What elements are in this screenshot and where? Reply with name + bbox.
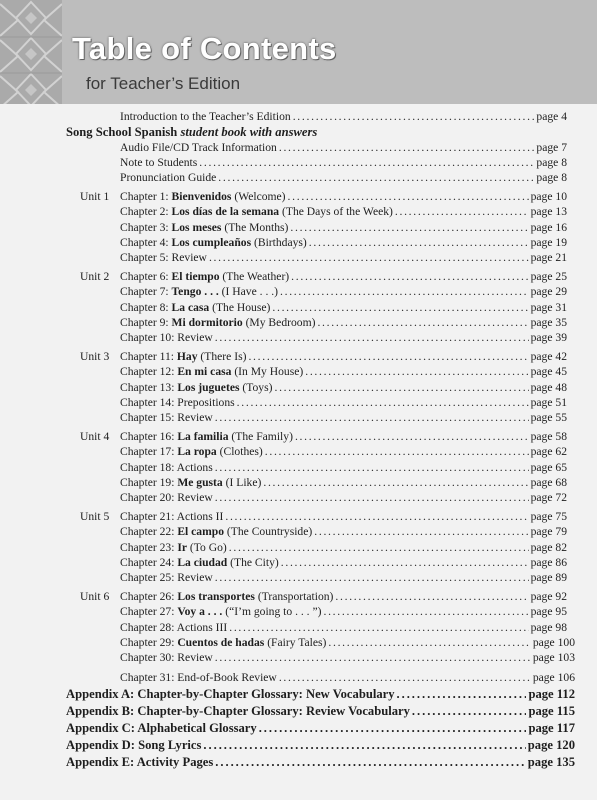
toc-entry-label <box>120 525 312 539</box>
page-number: page 68 <box>530 476 567 489</box>
page-number: page 62 <box>530 445 567 458</box>
entry-translation: (The Weather) <box>219 270 290 283</box>
dot-leader <box>225 510 528 524</box>
entry-text: Appendix E: Activity Pages <box>66 755 214 769</box>
page-number: page 4 <box>536 110 567 123</box>
toc-entry <box>120 205 567 219</box>
entry-text: Chapter 19: <box>120 476 178 489</box>
toc-entry <box>120 221 567 235</box>
entry-spanish-title: Voy a . . . <box>177 605 223 618</box>
entry-spanish-title: Los días de la semana <box>171 205 280 218</box>
entry-text: Chapter 8: <box>120 301 172 314</box>
dot-leader <box>279 671 531 685</box>
toc-entry-label <box>120 365 303 379</box>
entry-text: Chapter 29: <box>120 636 178 649</box>
page-number: page 106 <box>532 671 575 684</box>
entry-spanish-title: El tiempo <box>171 270 220 283</box>
toc-entry-label <box>120 590 333 604</box>
page-number: page 72 <box>530 491 567 504</box>
entry-text: Chapter 11: <box>120 350 177 363</box>
toc-entry <box>120 396 567 410</box>
page-number: page 42 <box>530 350 567 363</box>
entry-text: Chapter 4: <box>120 236 172 249</box>
entry-translation: (There Is) <box>197 350 247 363</box>
entry-translation: (Toys) <box>239 381 273 394</box>
dot-leader <box>229 621 528 635</box>
toc-entry <box>120 571 567 585</box>
entry-text: Chapter 27: <box>120 605 178 618</box>
entry-spanish-title: En mi casa <box>177 365 232 378</box>
toc-entry-label <box>120 636 326 650</box>
dot-leader <box>290 221 528 235</box>
entry-translation: (Fairy Tales) <box>264 636 327 649</box>
entry-text: Chapter 13: <box>120 381 178 394</box>
entry-spanish-title: El campo <box>177 525 225 538</box>
entry-spanish-title: Los cumpleaños <box>171 236 252 249</box>
page-number: page 45 <box>530 365 567 378</box>
toc-entry-label <box>120 491 213 505</box>
toc-entry <box>120 525 567 539</box>
entry-translation: (In My House) <box>231 365 304 378</box>
toc-entry-label <box>120 396 235 410</box>
page-number: page 31 <box>530 301 567 314</box>
entry-text: Chapter 3: <box>120 221 172 234</box>
toc-entry-label <box>120 510 223 524</box>
unit-label: Unit 3 <box>80 350 110 363</box>
entry-translation: (The Days of the Week) <box>279 205 393 218</box>
toc-entry-label <box>120 671 277 685</box>
entry-spanish-title: Los meses <box>171 221 222 234</box>
toc-entry-label <box>66 687 395 701</box>
entry-text: Chapter 6: <box>120 270 172 283</box>
dot-leader <box>323 605 528 619</box>
entry-text: Chapter 15: Review <box>120 411 213 424</box>
toc-entry-label <box>120 205 393 219</box>
toc-entry <box>66 704 575 718</box>
entry-spanish-title: Tengo . . . <box>171 285 219 298</box>
dot-leader <box>295 430 529 444</box>
toc-entry <box>120 350 567 364</box>
page-number: page 120 <box>527 738 575 752</box>
entry-translation: (The Family) <box>228 430 293 443</box>
toc-entry <box>120 285 567 299</box>
page-number: page 112 <box>528 687 575 701</box>
page-number: page 25 <box>530 270 567 283</box>
toc-entry-label <box>120 541 227 555</box>
entry-text: Audio File/CD Track Information <box>120 141 277 154</box>
toc-entry-label <box>120 556 279 570</box>
entry-text: Chapter 9: <box>120 316 172 329</box>
page-number: page 92 <box>530 590 567 603</box>
toc-entry <box>120 651 575 665</box>
page-number: page 65 <box>530 461 567 474</box>
entry-translation: (The Months) <box>221 221 289 234</box>
toc-entry-label <box>120 270 289 284</box>
entry-spanish-title: Hay <box>176 350 198 363</box>
toc-entry <box>120 556 567 570</box>
dot-leader <box>274 381 528 395</box>
page-number: page 39 <box>530 331 567 344</box>
entry-translation: (Transportation) <box>254 590 334 603</box>
toc-entry-label <box>120 110 291 124</box>
entry-text: Chapter 17: <box>120 445 178 458</box>
entry-text: Chapter 12: <box>120 365 178 378</box>
toc-entry-label <box>120 285 278 299</box>
entry-text: Chapter 2: <box>120 205 172 218</box>
page-number: page 29 <box>530 285 567 298</box>
unit-label: Unit 2 <box>80 270 110 283</box>
toc-entry-label <box>120 156 197 170</box>
toc-entry <box>120 510 567 524</box>
dot-leader <box>314 525 528 539</box>
entry-spanish-title: Mi dormitorio <box>171 316 243 329</box>
entry-text: Appendix C: Alphabetical Glossary <box>66 721 257 735</box>
entry-text: Chapter 30: Review <box>120 651 213 664</box>
entry-text: Chapter 25: Review <box>120 571 213 584</box>
page-number: page 89 <box>530 571 567 584</box>
entry-spanish-title: La ropa <box>177 445 217 458</box>
toc-entry-label <box>66 738 201 752</box>
entry-text: Chapter 26: <box>120 590 178 603</box>
toc-entry <box>120 331 567 345</box>
entry-text: Chapter 21: Actions II <box>120 510 224 523</box>
dot-leader <box>215 461 529 475</box>
dot-leader <box>397 687 527 701</box>
dot-leader <box>215 651 531 665</box>
toc-entry-label <box>120 461 213 475</box>
page-number: page 19 <box>530 236 567 249</box>
entry-spanish-title: Me gusta <box>177 476 223 489</box>
page-number: page 79 <box>530 525 567 538</box>
toc-entry-label <box>120 621 227 635</box>
toc-entry <box>120 365 567 379</box>
page-subtitle: for Teacher’s Edition <box>86 74 241 93</box>
toc-entry <box>66 125 567 139</box>
toc-entry <box>120 430 567 444</box>
page-number: page 8 <box>536 171 567 184</box>
entry-text: Appendix B: Chapter-by-Chapter Glossary: Review Vocabulary <box>66 704 410 718</box>
toc-entry <box>120 301 567 315</box>
entry-text: Chapter 7: <box>120 285 172 298</box>
toc-entry <box>120 491 567 505</box>
dot-leader <box>215 411 529 425</box>
entry-translation: (I Like) <box>222 476 262 489</box>
entry-text: Song School Spanish <box>66 125 181 139</box>
toc-entry-label <box>120 411 213 425</box>
toc-entry-label <box>120 301 270 315</box>
page-number: page 82 <box>530 541 567 554</box>
page-number: page 98 <box>530 621 567 634</box>
dot-leader <box>215 571 529 585</box>
dot-leader <box>215 755 525 769</box>
entry-text: Chapter 10: Review <box>120 331 213 344</box>
entry-text: Chapter 20: Review <box>120 491 213 504</box>
entry-translation: (“I’m going to . . . ”) <box>222 605 322 618</box>
toc-entry <box>120 590 567 604</box>
entry-text: Chapter 24: <box>120 556 178 569</box>
entry-translation: (Birthdays) <box>251 236 307 249</box>
dot-leader <box>209 251 529 265</box>
toc-entry-label <box>120 171 216 185</box>
toc-entry-label <box>120 381 272 395</box>
page-number: page 51 <box>530 396 567 409</box>
toc-entry <box>120 171 567 185</box>
entry-text: Chapter 14: Prepositions <box>120 396 235 409</box>
entry-text: Pronunciation Guide <box>120 171 217 184</box>
dot-leader <box>259 721 527 735</box>
toc-entry-label <box>66 125 317 139</box>
entry-text: Chapter 5: Review <box>120 251 207 264</box>
entry-text: Note to Students <box>120 156 198 169</box>
dot-leader <box>265 445 529 459</box>
page-number: page 8 <box>536 156 567 169</box>
entry-spanish-title: Ir <box>177 541 187 554</box>
entry-spanish-title: La casa <box>171 301 210 314</box>
entry-spanish-title: La familia <box>177 430 229 443</box>
dot-leader <box>395 205 529 219</box>
dot-leader <box>280 285 529 299</box>
page-number: page 95 <box>530 605 567 618</box>
entry-text: Chapter 16: <box>120 430 178 443</box>
toc-entry <box>120 316 567 330</box>
toc-entry <box>120 636 575 650</box>
dot-leader <box>199 156 534 170</box>
dot-leader <box>288 190 529 204</box>
entry-text: Appendix A: Chapter-by-Chapter Glossary: New Vocabulary <box>66 687 395 701</box>
page-number: page 103 <box>532 651 575 664</box>
dot-leader <box>263 476 528 490</box>
page-number: page 117 <box>528 721 575 735</box>
unit-label: Unit 1 <box>80 190 110 203</box>
entry-translation: (The House) <box>209 301 271 314</box>
toc-entry-label <box>120 605 321 619</box>
entry-translation: (Welcome) <box>231 190 286 203</box>
dot-leader <box>279 141 535 155</box>
unit-label: Unit 5 <box>80 510 110 523</box>
page-number: page 48 <box>530 381 567 394</box>
page-number: page 21 <box>530 251 567 264</box>
toc-entry <box>120 605 567 619</box>
toc-entry <box>66 687 575 701</box>
page-number: page 75 <box>530 510 567 523</box>
dot-leader <box>317 316 528 330</box>
toc-entry-label <box>120 476 261 490</box>
toc-entry-label <box>120 141 277 155</box>
dot-leader <box>305 365 528 379</box>
entry-text: Chapter 22: <box>120 525 178 538</box>
dot-leader <box>412 704 527 718</box>
page-title: Table of Contents <box>72 31 337 66</box>
toc-entry <box>120 671 575 685</box>
page-number: page 86 <box>530 556 567 569</box>
page-number: page 13 <box>530 205 567 218</box>
entry-translation: (My Bedroom) <box>242 316 316 329</box>
toc-entry <box>120 190 567 204</box>
page-number: page 55 <box>530 411 567 424</box>
toc-entry <box>120 251 567 265</box>
dot-leader <box>281 556 529 570</box>
dot-leader <box>237 396 529 410</box>
toc-entry <box>120 621 567 635</box>
toc-entry-label <box>66 755 213 769</box>
dot-leader <box>248 350 528 364</box>
dot-leader <box>203 738 525 752</box>
toc-entry-label <box>120 316 315 330</box>
toc-entry <box>120 110 567 124</box>
toc-entry-label <box>120 190 286 204</box>
dot-leader <box>215 331 529 345</box>
unit-label: Unit 6 <box>80 590 110 603</box>
entry-text: Chapter 18: Actions <box>120 461 213 474</box>
entry-translation: (The Countryside) <box>224 525 313 538</box>
toc-entry <box>66 755 575 769</box>
toc-entry-label <box>120 350 246 364</box>
entry-spanish-title: Cuentos de hadas <box>177 636 265 649</box>
toc-entry-label <box>120 221 288 235</box>
toc-entry <box>120 270 567 284</box>
entry-translation: (I Have . . .) <box>218 285 278 298</box>
entry-spanish-title: La ciudad <box>177 556 228 569</box>
entry-text: Chapter 31: End-of-Book Review <box>120 671 277 684</box>
dot-leader <box>291 270 528 284</box>
toc-entry <box>120 541 567 555</box>
toc-entry <box>120 156 567 170</box>
entry-text: Chapter 23: <box>120 541 178 554</box>
entry-subtitle: student book with answers <box>180 125 318 139</box>
page-number: page 100 <box>532 636 575 649</box>
dot-leader <box>229 541 529 555</box>
toc-entry-label <box>120 251 207 265</box>
entry-spanish-title: Los juguetes <box>177 381 240 394</box>
entry-spanish-title: Bienvenidos <box>171 190 232 203</box>
dot-leader <box>309 236 529 250</box>
toc-entry <box>120 476 567 490</box>
page-number: page 58 <box>530 430 567 443</box>
entry-text: Appendix D: Song Lyrics <box>66 738 202 752</box>
page-number: page 135 <box>527 755 575 769</box>
page-number: page 7 <box>536 141 567 154</box>
toc-entry-label <box>120 236 307 250</box>
page-number: page 115 <box>528 704 575 718</box>
toc-entry <box>120 141 567 155</box>
toc-entry <box>120 411 567 425</box>
page-number: page 10 <box>530 190 567 203</box>
entry-translation: (The City) <box>227 556 279 569</box>
toc-entry-label <box>120 430 293 444</box>
toc-entry <box>120 236 567 250</box>
dot-leader <box>272 301 528 315</box>
page-number: page 16 <box>530 221 567 234</box>
dot-leader <box>215 491 529 505</box>
dot-leader <box>218 171 534 185</box>
toc-entry <box>66 738 575 752</box>
entry-translation: (To Go) <box>186 541 227 554</box>
toc-entry <box>120 445 567 459</box>
toc-entry-label <box>120 331 213 345</box>
toc-entry <box>120 381 567 395</box>
dot-leader <box>335 590 528 604</box>
toc-entry-label <box>66 704 410 718</box>
entry-text: Chapter 1: <box>120 190 172 203</box>
entry-text: Introduction to the Teacher’s Edition <box>120 110 291 123</box>
toc-entry <box>66 721 575 735</box>
entry-translation: (Clothes) <box>216 445 263 458</box>
dot-leader <box>293 110 535 124</box>
toc-entry-label <box>120 571 213 585</box>
toc-entry-label <box>66 721 257 735</box>
unit-label: Unit 4 <box>80 430 110 443</box>
entry-text: Chapter 28: Actions III <box>120 621 228 634</box>
toc-entry <box>120 461 567 475</box>
dot-leader <box>328 636 530 650</box>
entry-spanish-title: Los transportes <box>177 590 255 603</box>
toc-entry-label <box>120 651 213 665</box>
page-number: page 35 <box>530 316 567 329</box>
toc-entry-label <box>120 445 263 459</box>
